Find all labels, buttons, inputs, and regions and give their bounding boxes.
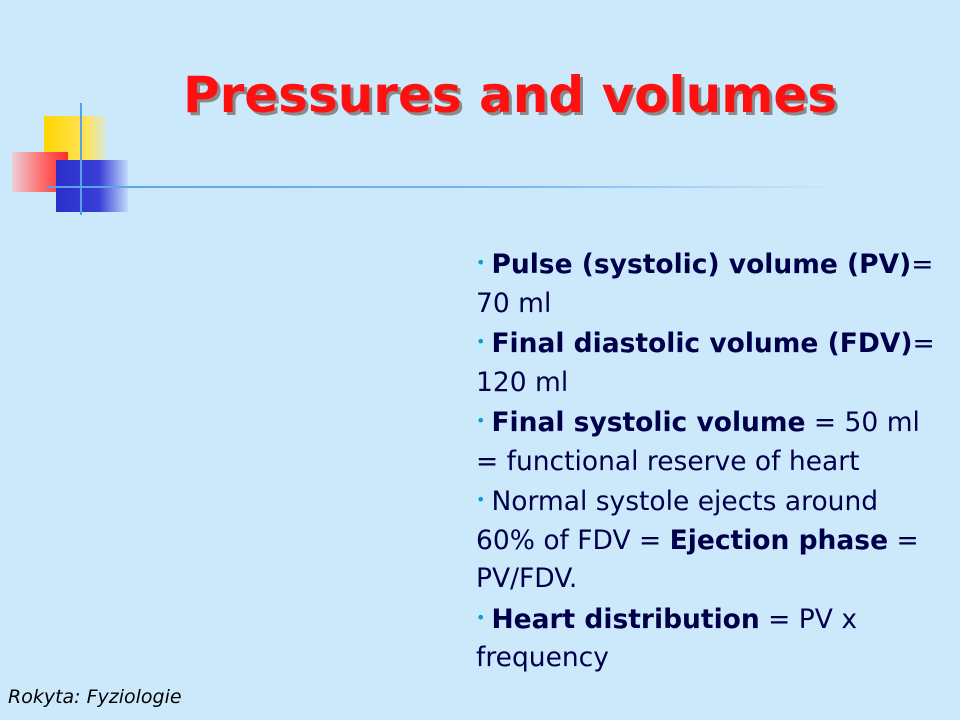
bullet-text: = 70 ml <box>476 249 934 319</box>
bullet-text: = PV x frequency <box>476 603 858 673</box>
bullet-text: Ejection phase <box>669 524 889 556</box>
bullet-item <box>476 599 938 678</box>
logo-vertical-line <box>80 103 82 215</box>
bullet-text: Final systolic volume <box>491 407 806 438</box>
bullet-icon: • <box>476 332 486 351</box>
bullet-icon: • <box>476 411 486 430</box>
bullet-icon: • <box>476 490 486 509</box>
bullet-item <box>476 481 938 599</box>
bullet-icon: • <box>476 253 486 272</box>
slide-title: Pressures and volumes <box>182 66 838 124</box>
bullet-item <box>476 323 938 402</box>
footer-credit: Rokyta: Fyziologie <box>8 686 182 708</box>
bullet-text: Final diastolic volume (FDV) <box>491 328 913 359</box>
bullet-text: Heart distribution <box>491 603 760 635</box>
bullet-text: = 120 ml <box>476 328 935 398</box>
bullet-text: Pulse (systolic) volume (PV) <box>491 249 912 280</box>
bullet-text: = 50 ml = functional reserve of heart <box>476 407 920 477</box>
bullet-icon: • <box>476 607 486 627</box>
bullet-text: Normal systole ejects around 60% of FDV = <box>476 486 879 556</box>
bullet-text: = PV/FDV. <box>476 524 919 594</box>
title-underline <box>46 186 826 188</box>
bullet-list <box>476 244 938 678</box>
bullet-item <box>476 402 938 481</box>
bullet-item <box>476 244 938 323</box>
